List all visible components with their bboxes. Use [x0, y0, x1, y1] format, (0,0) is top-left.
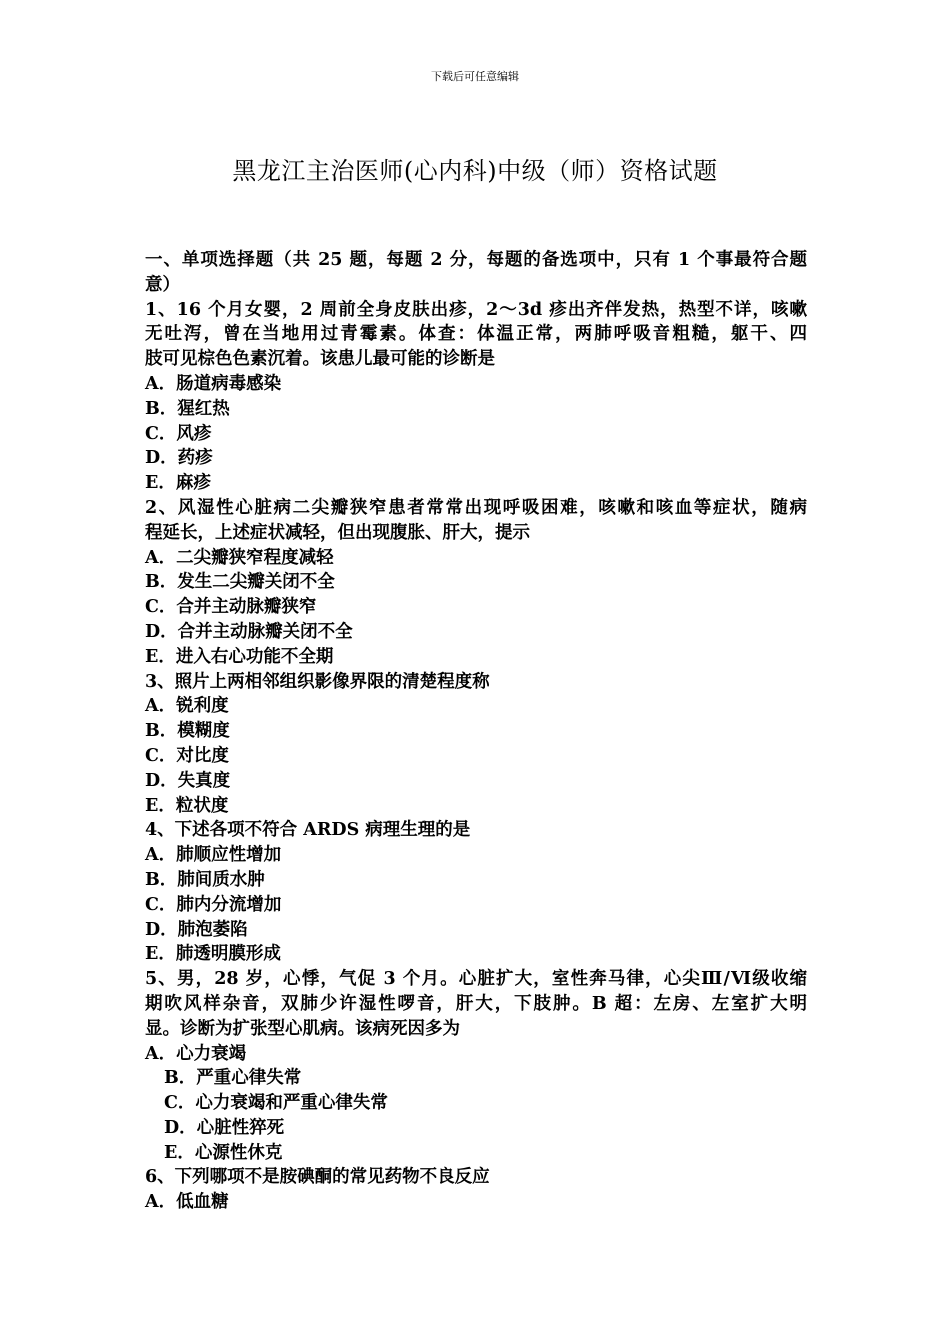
question-2-option-c: C．合并主动脉瓣狭窄 [145, 597, 317, 618]
question-5-stem: 5、男，28 岁，心悸，气促 3 个月。心脏扩大，室性奔马律，心尖Ⅲ/Ⅵ级收缩 [145, 969, 807, 990]
section-heading-continued: 意） [145, 274, 180, 295]
question-4-option-c: C．肺内分流增加 [145, 894, 282, 915]
question-1-stem: 1、16 个月女婴，2 周前全身皮肤出疹，2～3d 疹出齐伴发热，热型不详，咳嗽 [145, 299, 807, 320]
document-body [145, 248, 807, 1215]
question-4-option-d: D．肺泡萎陷 [145, 919, 248, 940]
question-2-option-d: D．合并主动脉瓣关闭不全 [145, 621, 353, 642]
question-6-stem: 6、下列哪项不是胺碘酮的常见药物不良反应 [145, 1167, 490, 1188]
question-1-stem: 肢可见棕色色素沉着。该患儿最可能的诊断是 [145, 349, 495, 370]
question-5-option-b: B．严重心律失常 [164, 1068, 302, 1089]
question-5-option-c: C．心力衰竭和严重心律失常 [164, 1093, 388, 1114]
question-3-stem: 3、照片上两相邻组织影像界限的清楚程度称 [145, 671, 490, 692]
question-5-stem: 期吹风样杂音，双肺少许湿性啰音，肝大，下肢肿。B 超：左房、左室扩大明 [145, 993, 807, 1014]
question-1-option-e: E．麻疹 [145, 473, 211, 494]
question-3-option-b: B．模糊度 [145, 721, 230, 742]
question-1-stem: 无吐泻，曾在当地用过青霉素。体查：体温正常，两肺呼吸音粗糙，躯干、四 [145, 324, 807, 345]
question-1-option-c: C．风疹 [145, 423, 212, 444]
question-4-option-a: A．肺顺应性增加 [145, 845, 282, 866]
section-heading: 一、单项选择题（共 25 题，每题 2 分，每题的备选项中，只有 1 个事最符合题 [145, 250, 807, 270]
question-4-option-e: E．肺透明膜形成 [145, 944, 281, 965]
question-1-option-a: A．肠道病毒感染 [145, 373, 282, 394]
question-5-option-e: E．心源性休克 [164, 1142, 283, 1163]
question-2-option-b: B．发生二尖瓣关闭不全 [145, 572, 335, 593]
question-5-option-d: D．心脏性猝死 [164, 1117, 285, 1138]
question-2-stem: 2、风湿性心脏病二尖瓣狭窄患者常常出现呼吸困难，咳嗽和咳血等症状，随病 [145, 497, 807, 518]
question-5-stem: 显。诊断为扩张型心肌病。该病死因多为 [145, 1018, 460, 1039]
question-5-option-a: A．心力衰竭 [145, 1043, 247, 1064]
question-4-stem: 4、下述各项不符合 ARDS 病理生理的是 [145, 820, 471, 841]
question-3-option-e: E．粒状度 [145, 795, 229, 816]
question-1-option-d: D．药疹 [145, 448, 213, 469]
page-header: 下载后可任意编辑 [431, 70, 519, 83]
question-1-option-b: B．猩红热 [145, 398, 230, 419]
question-3-option-c: C．对比度 [145, 745, 229, 766]
question-6-option-a: A．低血糖 [145, 1192, 229, 1213]
question-3-option-d: D．失真度 [145, 770, 231, 791]
question-4-option-b: B．肺间质水肿 [145, 869, 265, 890]
question-2-option-a: A．二尖瓣狭窄程度减轻 [145, 547, 334, 568]
question-3-option-a: A．锐利度 [145, 696, 229, 717]
page-title: 黑龙江主治医师(心内科)中级（师）资格试题 [232, 157, 718, 185]
question-2-stem: 程延长，上述症状减轻，但出现腹胀、肝大，提示 [145, 522, 530, 543]
question-2-option-e: E．进入右心功能不全期 [145, 646, 334, 667]
